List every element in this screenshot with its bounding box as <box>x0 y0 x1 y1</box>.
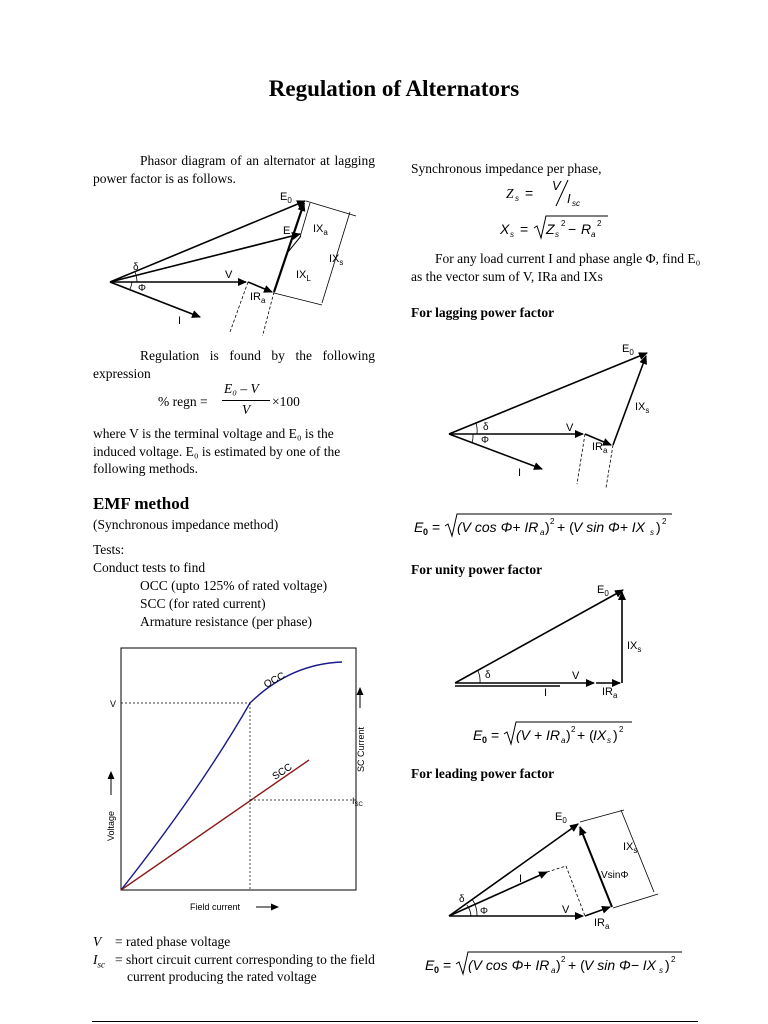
occ-label: OCC <box>262 670 288 691</box>
svg-text:s: s <box>607 736 611 745</box>
svg-text:s: s <box>515 194 519 203</box>
v-label: V <box>225 269 233 281</box>
svg-text:VsinΦ: VsinΦ <box>601 870 629 881</box>
svg-text:): ) <box>656 519 661 535</box>
lagging-heading: For lagging power factor <box>411 305 555 320</box>
definitions <box>93 933 383 986</box>
svg-text:E: E <box>425 957 435 973</box>
svg-text:(V cos Φ+ IR: (V cos Φ+ IR <box>468 957 550 973</box>
svg-text:V: V <box>552 178 561 193</box>
svg-text:2: 2 <box>571 725 576 734</box>
e0-formula-unity <box>468 720 638 750</box>
svg-text:IRa: $IR_a$ <box>592 441 608 455</box>
phasor-diagram-unity <box>445 580 665 700</box>
svg-text:I: I <box>519 873 523 885</box>
scc-label: SCC <box>270 761 295 783</box>
svg-text:): ) <box>566 727 571 743</box>
svg-text:Z: Z <box>546 221 555 237</box>
test-item: OCC (upto 125% of rated voltage) <box>140 578 328 593</box>
svg-text:a: a <box>551 966 556 975</box>
svg-text:0: 0 <box>423 527 429 537</box>
emf-subheading: (Synchronous impedance method) <box>93 517 279 532</box>
svg-text:=: = <box>520 221 529 237</box>
isc-tick-label: $I_{SC}$ <box>352 796 363 808</box>
svg-text:δ: δ <box>459 894 465 905</box>
footer-rule <box>92 1021 698 1022</box>
svg-text:V sin Φ+ IX: V sin Φ+ IX <box>573 519 646 535</box>
ixa-label: $IX_a$ <box>313 223 328 237</box>
e-phasor <box>110 234 300 282</box>
plot-frame <box>121 648 356 890</box>
page-title: Regulation of Alternators <box>268 76 520 101</box>
svg-text:2: 2 <box>561 219 566 228</box>
svg-text:I: I <box>544 687 548 699</box>
svg-text:2: 2 <box>671 955 676 964</box>
regn-multiplier: ×100 <box>272 394 300 409</box>
regn-denominator: V <box>242 402 251 417</box>
regulation-paragraph <box>93 347 375 382</box>
regn-numerator: E₀ – V <box>224 381 259 396</box>
svg-text:E0: $E_0$ <box>622 343 634 357</box>
phasor-diagram-leading <box>440 795 670 935</box>
svg-text:E0: $E_0$ <box>597 584 609 598</box>
svg-text:a: a <box>591 230 596 239</box>
svg-text:V: V <box>572 670 580 682</box>
svg-text:IRa: $IR_a$ <box>594 917 610 931</box>
test-item: SCC (for rated current) <box>140 596 266 611</box>
svg-text:IRa: $IR_a$ <box>602 686 618 700</box>
svg-text:): ) <box>613 727 618 743</box>
svg-text:+ (: + ( <box>557 519 574 535</box>
regn-label: % regn = <box>158 394 208 409</box>
y2-axis-label: SC Current <box>356 726 366 772</box>
svg-text:a: a <box>561 736 566 745</box>
svg-text:IXs: $IX_s$ <box>623 841 638 855</box>
i-label: I <box>178 315 182 327</box>
svg-text:+ (: + ( <box>577 727 594 743</box>
svg-text:=: = <box>491 727 500 743</box>
occ-scc-chart <box>96 640 386 920</box>
def-v: V = rated phase voltage <box>93 934 231 949</box>
regulation-formula <box>158 380 338 420</box>
svg-text:s: s <box>555 230 559 239</box>
svg-text:IXs: $IX_s$ <box>635 401 650 415</box>
svg-text:E: E <box>414 519 424 535</box>
ira-label: $IR_a$ <box>250 291 266 305</box>
svg-text:sc: sc <box>572 199 580 208</box>
svg-text:IX: IX <box>593 727 607 743</box>
svg-text:IXs: $IX_s$ <box>627 640 642 654</box>
svg-text:): ) <box>556 957 561 973</box>
test-item: Armature resistance (per phase) <box>140 614 313 629</box>
leading-heading: For leading power factor <box>411 766 555 781</box>
intro-text: Phasor diagram of an alternator at lagging power factor is as follows. <box>93 153 375 186</box>
tests-label: Tests: <box>93 542 125 557</box>
e0-label: $E_0$ <box>280 191 292 205</box>
svg-text:2: 2 <box>662 517 667 526</box>
svg-text:δ: δ <box>483 422 489 433</box>
load-text: For any load current I and phase angle Φ, find E₀ as the vector sum of V, IRa and IXs <box>411 251 701 284</box>
e0-formula-leading <box>420 950 690 980</box>
v-tick-label: V <box>110 699 117 709</box>
svg-text:0: 0 <box>482 735 488 745</box>
phasor-diagram-lagging-detailed <box>100 186 380 336</box>
where-text: where V is the terminal voltage and E₀ is the induced voltage. E₀ is estimated by one of the following methods. <box>93 426 341 476</box>
svg-text:(V cos Φ+ IR: (V cos Φ+ IR <box>457 519 539 535</box>
svg-text:s: s <box>659 966 663 975</box>
phi-label: Φ <box>138 283 146 294</box>
svg-text:s: s <box>510 230 514 239</box>
svg-text:): ) <box>665 957 670 973</box>
e0-phasor <box>110 201 305 282</box>
i-phasor <box>110 282 200 317</box>
y-axis-label: Voltage <box>106 810 116 841</box>
phasor-diagram-lagging <box>440 340 660 490</box>
svg-text:Φ: Φ <box>481 435 489 446</box>
svg-text:I: I <box>518 467 522 479</box>
regulation-text: Regulation is found by the following expression <box>93 348 375 381</box>
svg-text:E: E <box>473 727 483 743</box>
delta-label: δ <box>133 262 139 273</box>
e0-formula-lagging <box>408 512 683 542</box>
x-axis-label: Field current <box>190 902 241 912</box>
ixl-label: $IX_L$ <box>296 269 311 283</box>
intro-paragraph <box>93 152 375 187</box>
ixs-label: $IX_s$ <box>329 253 344 267</box>
svg-text:Z: Z <box>506 186 514 201</box>
svg-text:2: 2 <box>550 517 555 526</box>
svg-text:0: 0 <box>434 965 440 975</box>
svg-text:V: V <box>562 904 570 916</box>
svg-text:X: X <box>500 221 510 237</box>
svg-text:+ (: + ( <box>568 957 585 973</box>
svg-text:δ: δ <box>485 670 491 681</box>
svg-text:V: V <box>566 422 574 434</box>
svg-text:I: I <box>567 191 571 206</box>
def-isc: $I_{sc}$ = short circuit current corresponding to the field current producing the rated voltage <box>93 951 375 984</box>
svg-text:2: 2 <box>597 219 602 228</box>
svg-text:Φ: Φ <box>480 906 488 917</box>
svg-text:R: R <box>581 221 592 237</box>
svg-text:(V + IR: (V + IR <box>516 727 560 743</box>
unity-heading: For unity power factor <box>411 562 543 577</box>
svg-text:E0: $E_0$ <box>555 811 567 825</box>
svg-text:V sin Φ− IX: V sin Φ− IX <box>584 957 657 973</box>
svg-text:=: = <box>432 519 441 535</box>
svg-text:=: = <box>443 957 452 973</box>
xs-formula <box>495 212 620 244</box>
svg-text:2: 2 <box>619 725 624 734</box>
occ-curve <box>121 662 342 890</box>
svg-text:2: 2 <box>561 955 566 964</box>
conduct-text: Conduct tests to find <box>93 560 206 575</box>
svg-text:=: = <box>525 185 534 201</box>
svg-text:−: − <box>568 221 577 237</box>
e-label: E <box>283 225 291 237</box>
svg-text:s: s <box>650 528 654 537</box>
sync-imp-text: Synchronous impedance per phase, <box>411 161 602 176</box>
svg-text:a: a <box>540 528 545 537</box>
emf-method-heading: EMF method <box>93 494 190 513</box>
zs-formula <box>500 176 610 212</box>
svg-text:): ) <box>545 519 550 535</box>
